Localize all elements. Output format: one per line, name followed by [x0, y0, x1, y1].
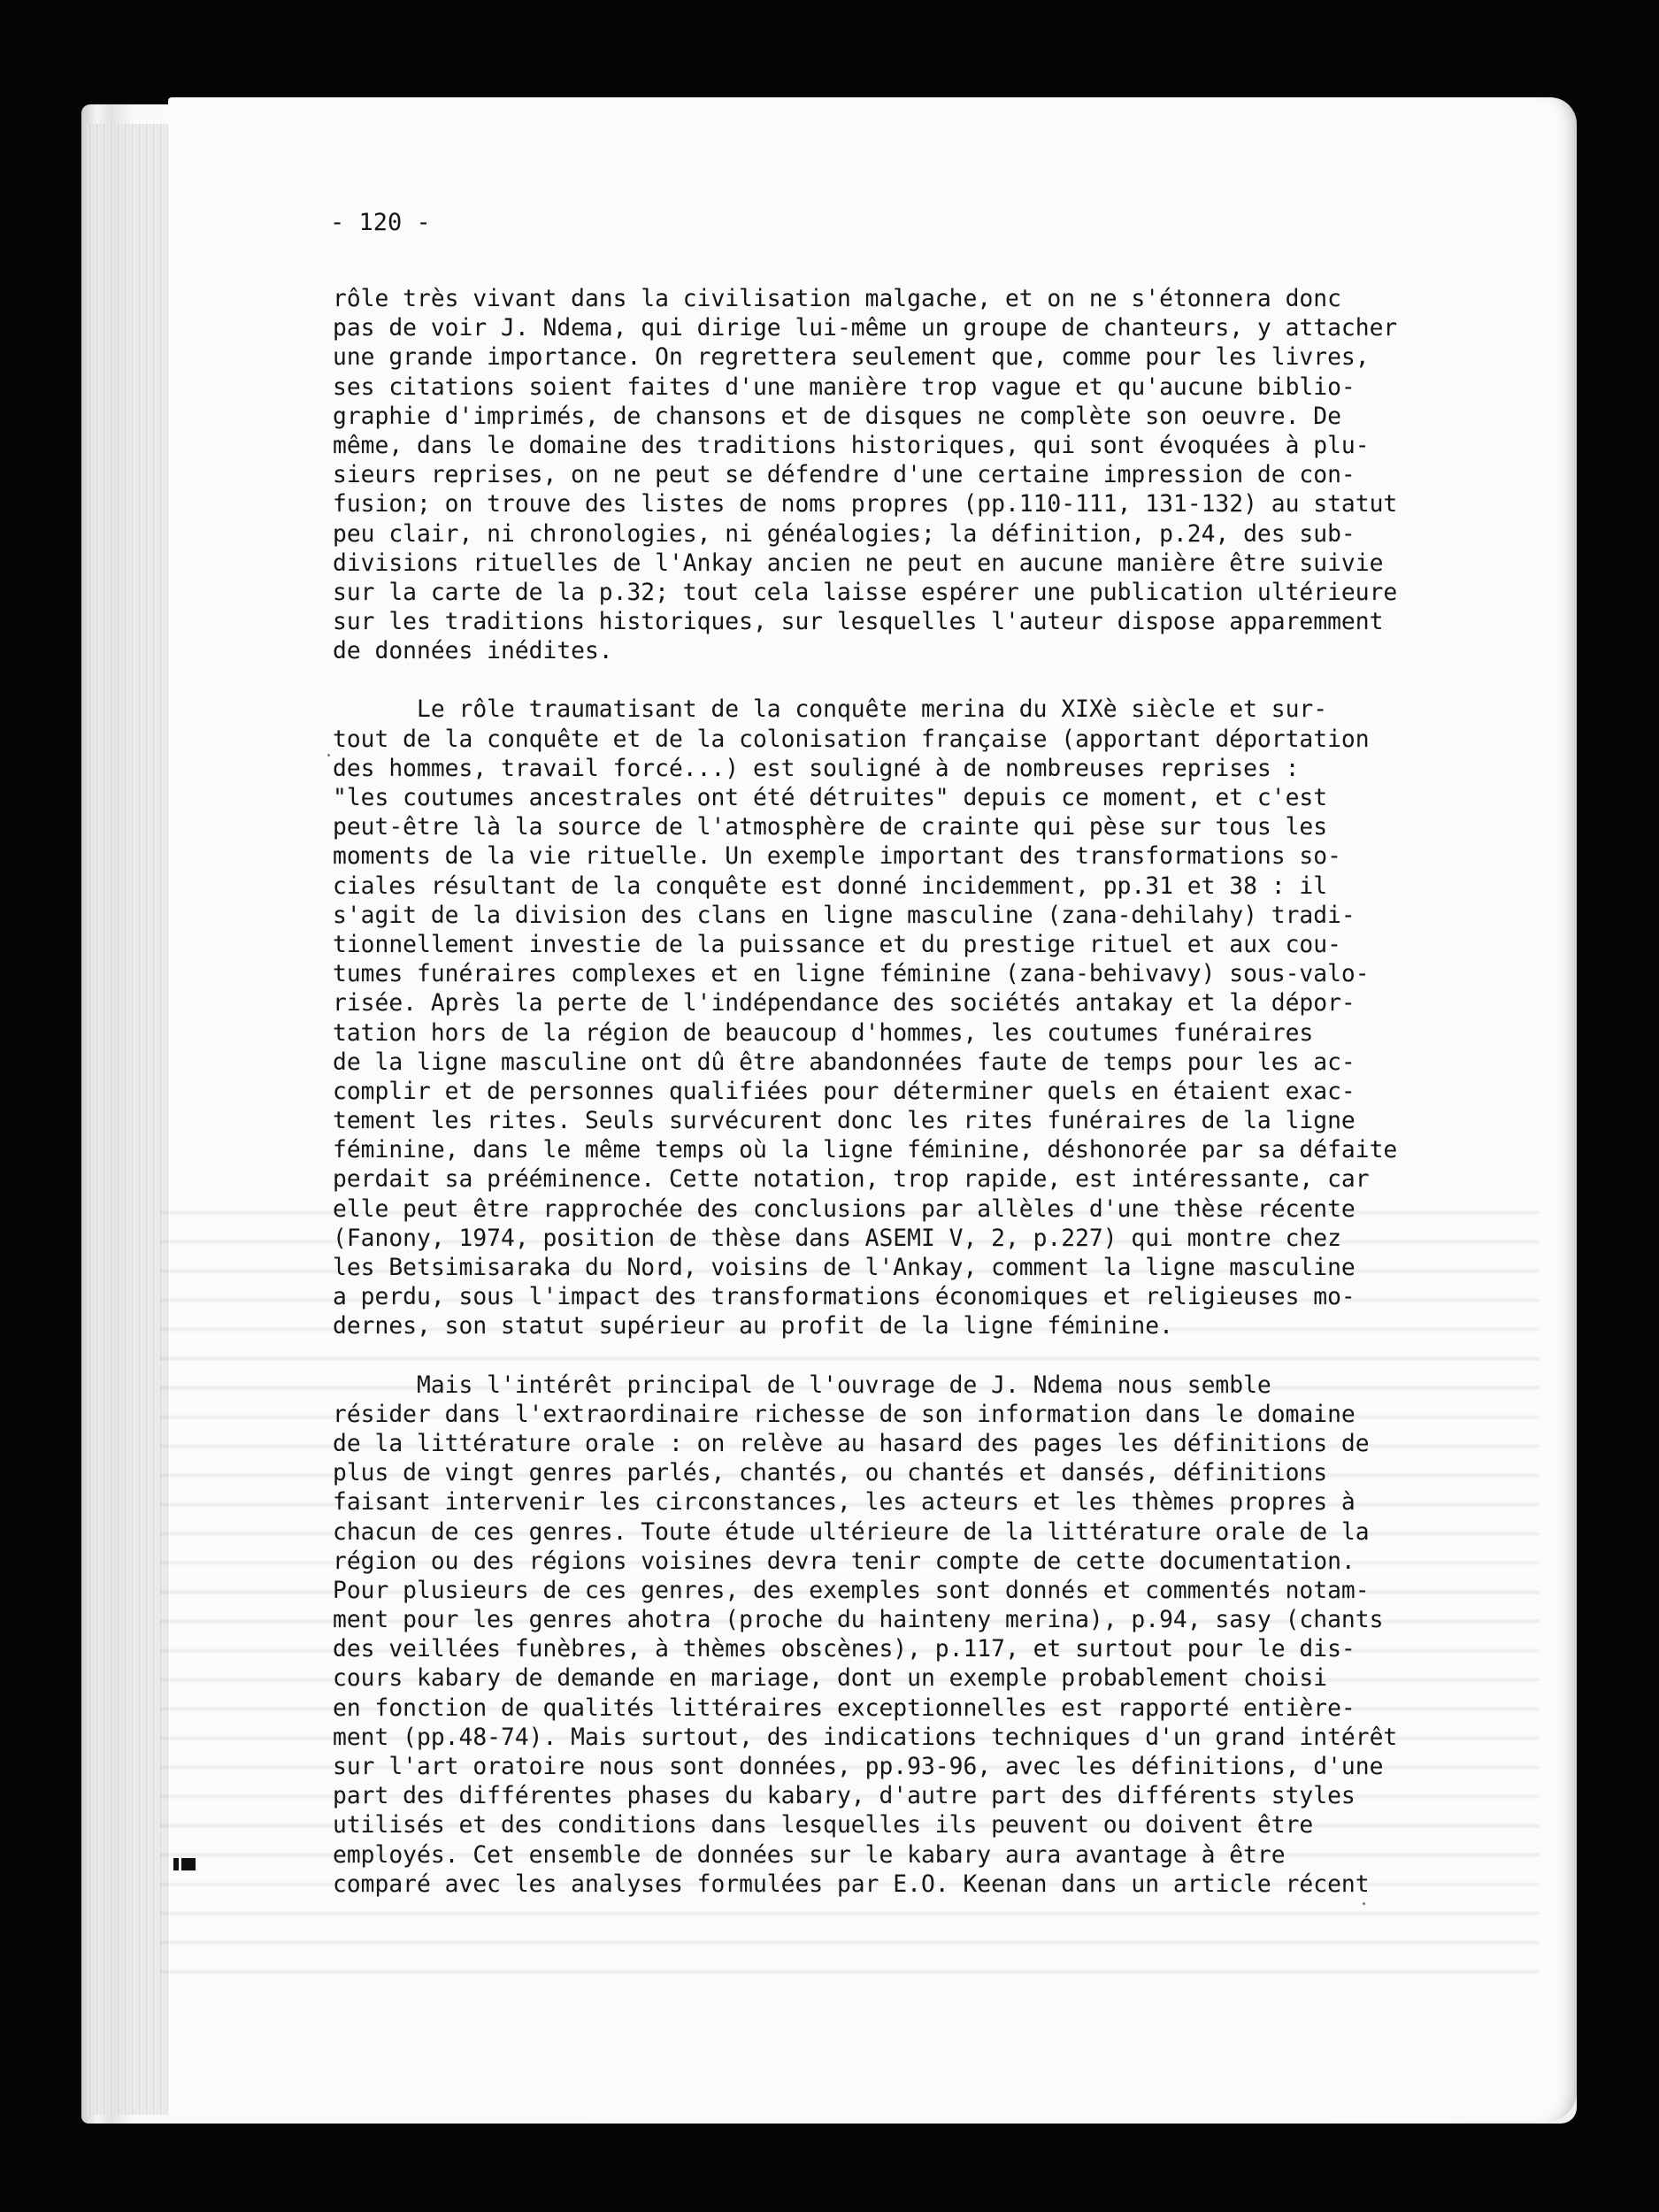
- text-line: sur les traditions historiques, sur lesquelles l'auteur dispose apparemment: [333, 609, 1384, 636]
- text-line: Le rôle traumatisant de la conquête merina du XIXè siècle et sur-: [333, 696, 1328, 724]
- text-line: employés. Cet ensemble de données sur le kabary aura avantage à être: [333, 1841, 1286, 1869]
- text-line: part des différentes phases du kabary, d'autre part des différents styles: [333, 1783, 1356, 1810]
- text-line: pas de voir J. Ndema, qui dirige lui-même un groupe de chanteurs, y attacher: [333, 315, 1398, 342]
- text-line: utilisés et des conditions dans lesquelles ils peuvent ou doivent être: [333, 1812, 1314, 1839]
- text-line: (Fanony, 1974, position de thèse dans ASEMI V, 2, p.227) qui montre chez: [333, 1225, 1341, 1252]
- text-line: Mais l'intérêt principal de l'ouvrage de J. Ndema nous semble: [333, 1371, 1271, 1399]
- text-line: peu clair, ni chronologies, ni généalogies; la définition, p.24, des sub-: [333, 520, 1356, 548]
- text-line: moments de la vie rituelle. Un exemple important des transformations so-: [333, 843, 1341, 871]
- text-line: peut-être là la source de l'atmosphère de crainte qui pèse sur tous les: [333, 814, 1328, 841]
- text-line: même, dans le domaine des traditions historiques, qui sont évoquées à plu-: [333, 432, 1370, 459]
- text-line: de la ligne masculine ont dû être abandonnées faute de temps pour les ac-: [333, 1048, 1356, 1076]
- text-line: tout de la conquête et de la colonisation française (apportant déportation: [333, 726, 1370, 753]
- text-line: comparé avec les analyses formulées par E.O. Keenan dans un article récent: [333, 1870, 1370, 1898]
- text-line: ment (pp.48-74). Mais surtout, des indications techniques d'un grand intérêt: [333, 1724, 1398, 1751]
- text-line: de données inédites.: [333, 638, 613, 665]
- text-line: une grande importance. On regrettera seulement que, comme pour les livres,: [333, 344, 1370, 372]
- page-edges: [87, 124, 175, 2115]
- dust-speck: [1363, 1902, 1365, 1905]
- text-line: tation hors de la région de beaucoup d'hommes, les coutumes funéraires: [333, 1019, 1314, 1047]
- text-line: cours kabary de demande en mariage, dont un exemple probablement choisi: [333, 1665, 1328, 1693]
- paragraph: [333, 1371, 1452, 1900]
- text-line: s'agit de la division des clans en ligne masculine (zana-dehilahy) tradi-: [333, 902, 1356, 929]
- body-text: [333, 285, 1452, 1900]
- text-line: elle peut être rapprochée des conclusions par allèles d'une thèse récente: [333, 1195, 1356, 1223]
- text-line: tionnellement investie de la puissance et du prestige rituel et aux cou-: [333, 931, 1341, 958]
- text-line: "les coutumes ancestrales ont été détruites" depuis ce moment, et c'est: [333, 785, 1328, 811]
- text-line: sieurs reprises, on ne peut se défendre d'une certaine impression de con-: [333, 462, 1356, 489]
- text-line: Pour plusieurs de ces genres, des exemples sont donnés et commentés notam-: [333, 1577, 1370, 1604]
- margin-mark: [173, 1858, 198, 1870]
- text-line: ses citations soient faites d'une manière trop vague et qu'aucune biblio-: [333, 373, 1356, 401]
- paragraph: [333, 285, 1452, 666]
- text-line: résider dans l'extraordinaire richesse de son information dans le domaine: [333, 1401, 1356, 1428]
- text-line: les Betsimisaraka du Nord, voisins de l'Ankay, comment la ligne masculine: [333, 1255, 1356, 1281]
- text-line: chacun de ces genres. Toute étude ultérieure de la littérature orale de la: [333, 1518, 1370, 1546]
- text-line: sur l'art oratoire nous sont données, pp.93-96, avec les définitions, d'une: [333, 1754, 1384, 1780]
- text-line: ciales résultant de la conquête est donné incidemment, pp.31 et 38 : il: [333, 872, 1328, 900]
- text-line: graphie d'imprimés, de chansons et de disques ne complète son oeuvre. De: [333, 403, 1341, 430]
- page-number: - 120 -: [330, 209, 431, 236]
- text-line: rôle très vivant dans la civilisation malgache, et on ne s'étonnera donc: [333, 286, 1341, 312]
- text-line: région ou des régions voisines devra tenir compte de cette documentation.: [333, 1548, 1356, 1575]
- text-line: a perdu, sous l'impact des transformations économiques et religieuses mo-: [333, 1284, 1356, 1311]
- text-line: plus de vingt genres parlés, chantés, ou chantés et dansés, définitions: [333, 1460, 1328, 1487]
- text-line: tumes funéraires complexes et en ligne féminine (zana-behivavy) sous-valo-: [333, 961, 1370, 988]
- text-line: tement les rites. Seuls survécurent donc les rites funéraires de la ligne: [333, 1108, 1356, 1135]
- text-line: sur la carte de la p.32; tout cela laisse espérer une publication ultérieure: [333, 579, 1398, 606]
- text-line: faisant intervenir les circonstances, les acteurs et les thèmes propres à: [333, 1489, 1356, 1517]
- text-line: féminine, dans le même temps où la ligne féminine, déshonorée par sa défaite: [333, 1137, 1398, 1164]
- text-line: risée. Après la perte de l'indépendance des sociétés antakay et la dépor-: [333, 990, 1356, 1018]
- text-line: complir et de personnes qualifiées pour déterminer quels en étaient exac-: [333, 1078, 1356, 1105]
- text-line: perdait sa prééminence. Cette notation, trop rapide, est intéressante, car: [333, 1166, 1370, 1194]
- text-line: dernes, son statut supérieur au profit de la ligne féminine.: [333, 1313, 1173, 1340]
- text-line: divisions rituelles de l'Ankay ancien ne peut en aucune manière être suivie: [333, 549, 1384, 577]
- text-line: des hommes, travail forcé...) est souligné à de nombreuses reprises :: [333, 755, 1300, 782]
- dust-speck: [327, 754, 330, 757]
- text-line: des veillées funèbres, à thèmes obscènes), p.117, et surtout pour le dis-: [333, 1636, 1356, 1663]
- text-line: fusion; on trouve des listes de noms propres (pp.110-111, 131-132) au statut: [333, 491, 1398, 518]
- paragraph: [333, 695, 1452, 1341]
- text-line: de la littérature orale : on relève au hasard des pages les définitions de: [333, 1430, 1370, 1457]
- text-line: ment pour les genres ahotra (proche du hainteny merina), p.94, sasy (chants: [333, 1607, 1384, 1634]
- text-line: en fonction de qualités littéraires exceptionnelles est rapporté entière-: [333, 1694, 1356, 1722]
